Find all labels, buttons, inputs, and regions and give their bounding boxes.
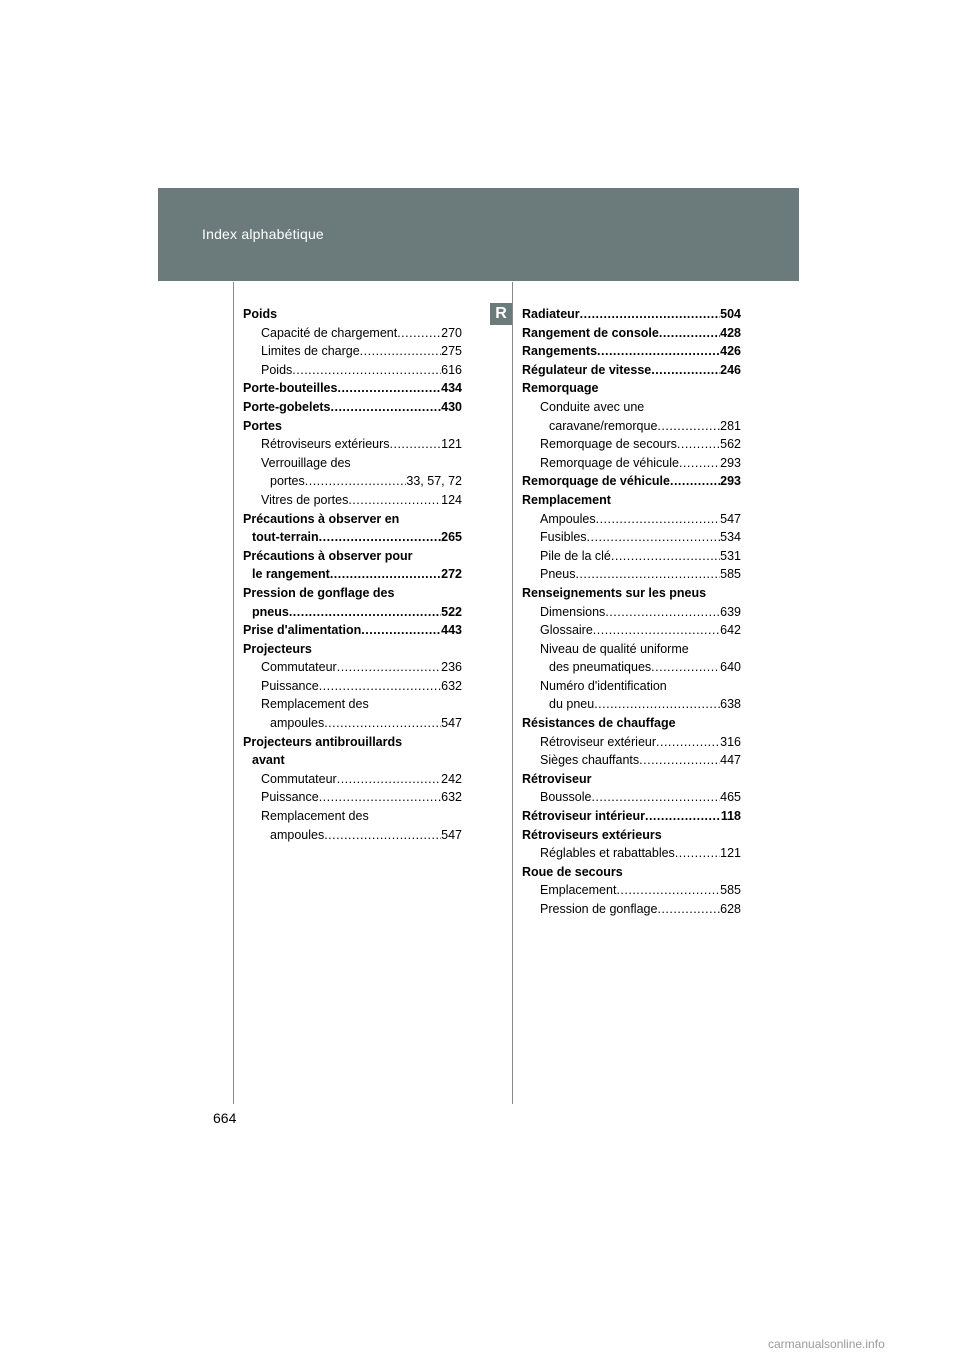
index-entry-text: Précautions à observer en bbox=[243, 511, 400, 526]
index-entry-text: Poids bbox=[261, 362, 293, 377]
index-entry-text: ampoules bbox=[270, 827, 325, 842]
index-column-left bbox=[243, 305, 462, 844]
dot-leader bbox=[337, 379, 441, 398]
column-divider-left bbox=[233, 282, 234, 1104]
index-entry-page: 236 bbox=[441, 660, 462, 675]
index-entry-text: Rétroviseurs extérieurs bbox=[522, 827, 662, 842]
watermark: carmanualsonline.info bbox=[768, 1337, 885, 1351]
index-entry-text: Conduite avec une bbox=[540, 399, 645, 414]
index-entry-page: 522 bbox=[441, 604, 462, 619]
index-entry bbox=[243, 361, 462, 380]
index-entry bbox=[522, 621, 741, 640]
index-entry-text: Niveau de qualité uniforme bbox=[540, 641, 689, 656]
dot-leader bbox=[670, 472, 720, 491]
dot-leader bbox=[361, 621, 441, 640]
index-entry-page: 534 bbox=[720, 530, 741, 545]
index-entry-text: Rangements bbox=[522, 344, 598, 359]
index-entry bbox=[243, 491, 462, 510]
index-entry-page: 124 bbox=[441, 492, 462, 507]
index-entry-page: 447 bbox=[720, 753, 741, 768]
dot-leader bbox=[639, 751, 720, 770]
index-entry-text: Vitres de portes bbox=[261, 492, 349, 507]
index-entry bbox=[243, 342, 462, 361]
index-entry-text: Commutateur bbox=[261, 660, 337, 675]
index-entry-text: Remorquage de véhicule bbox=[540, 455, 679, 470]
section-letter-tab: R bbox=[490, 303, 512, 325]
index-entry bbox=[243, 379, 462, 398]
dot-leader bbox=[305, 472, 407, 491]
index-entry-page: 531 bbox=[720, 548, 741, 563]
dot-leader bbox=[292, 361, 441, 380]
dot-leader bbox=[659, 324, 720, 343]
dot-leader bbox=[597, 342, 720, 361]
dot-leader bbox=[591, 788, 720, 807]
index-entry bbox=[243, 733, 462, 752]
index-entry-page: 642 bbox=[720, 623, 741, 638]
index-entry-page: 585 bbox=[720, 883, 741, 898]
index-entry-page: 275 bbox=[441, 344, 462, 359]
dot-leader bbox=[289, 603, 441, 622]
index-entry bbox=[522, 361, 741, 380]
index-entry-text: Poids bbox=[243, 307, 278, 321]
index-entry bbox=[243, 398, 462, 417]
index-entry-text: Puissance bbox=[261, 678, 319, 693]
index-entry bbox=[522, 584, 741, 603]
dot-leader bbox=[580, 305, 720, 324]
index-entry-page: 585 bbox=[720, 567, 741, 582]
index-entry-text: Ampoules bbox=[540, 511, 596, 526]
index-entry-text: Emplacement bbox=[540, 883, 617, 898]
index-entry bbox=[522, 658, 741, 677]
index-entry bbox=[522, 435, 741, 454]
index-entry-text: Puissance bbox=[261, 790, 319, 805]
index-entry-text: Résistances de chauffage bbox=[522, 716, 676, 731]
index-entry-page: 434 bbox=[441, 381, 462, 396]
index-entry-text: Réglables et rabattables bbox=[540, 846, 675, 861]
index-entry bbox=[522, 417, 741, 436]
index-entry bbox=[522, 788, 741, 807]
index-entry-text: pneus bbox=[252, 604, 289, 619]
dot-leader bbox=[397, 324, 441, 343]
index-entry bbox=[522, 305, 741, 324]
dot-leader bbox=[594, 695, 720, 714]
index-entry bbox=[522, 826, 741, 845]
dot-leader bbox=[596, 510, 721, 529]
index-entry-text: Régulateur de vitesse bbox=[522, 362, 652, 377]
index-entry bbox=[522, 398, 741, 417]
dot-leader bbox=[319, 677, 441, 696]
index-entry-text: Fusibles bbox=[540, 530, 587, 545]
index-entry bbox=[243, 658, 462, 677]
index-entry bbox=[522, 695, 741, 714]
dot-leader bbox=[657, 417, 720, 436]
header-title: Index alphabétique bbox=[202, 226, 324, 242]
column-divider-middle bbox=[512, 282, 513, 1104]
dot-leader bbox=[324, 714, 441, 733]
index-entry bbox=[243, 770, 462, 789]
index-entry bbox=[243, 454, 462, 473]
index-entry-text: des pneumatiques bbox=[549, 660, 652, 675]
index-entry-page: 616 bbox=[441, 362, 462, 377]
dot-leader bbox=[390, 435, 442, 454]
index-entry-page: 293 bbox=[720, 455, 741, 470]
page-number: 664 bbox=[213, 1110, 237, 1126]
index-entry bbox=[522, 565, 741, 584]
index-entry-text: Porte-gobelets bbox=[243, 399, 331, 414]
index-entry-page: 118 bbox=[720, 809, 741, 824]
page-header bbox=[158, 188, 799, 281]
index-entry-text: Boussole bbox=[540, 790, 592, 805]
index-entry bbox=[522, 454, 741, 473]
index-entry-page: 547 bbox=[441, 716, 462, 731]
index-entry bbox=[243, 305, 462, 324]
dot-leader bbox=[656, 733, 720, 752]
index-entry-page: 562 bbox=[720, 437, 741, 452]
index-entry-page: 121 bbox=[720, 846, 741, 861]
index-entry-text: Remplacement des bbox=[261, 809, 369, 824]
index-entry-page: 270 bbox=[441, 325, 462, 340]
index-entry-text: Remplacement bbox=[522, 492, 611, 507]
index-entry-text: Capacité de chargement bbox=[261, 325, 398, 340]
dot-leader bbox=[679, 454, 720, 473]
dot-leader bbox=[319, 528, 441, 547]
index-entry bbox=[243, 584, 462, 603]
index-entry-text: le rangement bbox=[252, 567, 330, 582]
index-entry bbox=[243, 435, 462, 454]
index-entry-text: Sièges chauffants bbox=[540, 753, 640, 768]
dot-leader bbox=[319, 788, 441, 807]
index-entry-page: 547 bbox=[441, 827, 462, 842]
index-entry bbox=[522, 807, 741, 826]
index-entry bbox=[243, 640, 462, 659]
index-entry-text: Précautions à observer pour bbox=[243, 548, 413, 563]
index-entry bbox=[522, 342, 741, 361]
index-entry-text: Renseignements sur les pneus bbox=[522, 585, 707, 600]
index-entry bbox=[243, 677, 462, 696]
index-entry-page: 242 bbox=[441, 771, 462, 786]
index-entry bbox=[522, 547, 741, 566]
index-entry-page: 639 bbox=[720, 604, 741, 619]
index-entry-page: 33, 57, 72 bbox=[406, 474, 462, 489]
index-entry-page: 632 bbox=[441, 678, 462, 693]
index-entry bbox=[522, 733, 741, 752]
index-entry-text: tout-terrain bbox=[252, 530, 319, 545]
dot-leader bbox=[330, 565, 441, 584]
index-entry-text: Dimensions bbox=[540, 604, 606, 619]
index-entry bbox=[243, 528, 462, 547]
dot-leader bbox=[593, 621, 720, 640]
index-entry-text: Projecteurs antibrouillards bbox=[243, 734, 403, 749]
index-entry-text: Rétroviseur intérieur bbox=[522, 809, 645, 824]
index-entry-text: Portes bbox=[243, 418, 282, 433]
index-entry bbox=[243, 472, 462, 491]
index-entry-text: Pneus bbox=[540, 567, 576, 582]
index-entry bbox=[522, 751, 741, 770]
dot-leader bbox=[331, 398, 442, 417]
index-entry-page: 281 bbox=[720, 418, 741, 433]
index-entry-text: Numéro d'identification bbox=[540, 678, 667, 693]
index-entry-text: Pression de gonflage bbox=[540, 902, 658, 916]
dot-leader bbox=[611, 547, 720, 566]
dot-leader bbox=[651, 658, 720, 677]
index-entry-text: Radiateur bbox=[522, 307, 580, 321]
dot-leader bbox=[677, 435, 720, 454]
dot-leader bbox=[575, 565, 720, 584]
index-entry-text: Projecteurs bbox=[243, 641, 312, 656]
dot-leader bbox=[645, 807, 721, 826]
index-entry-text: caravane/remorque bbox=[549, 418, 658, 433]
index-entry-text: Verrouillage des bbox=[261, 455, 351, 470]
index-entry-text: Rétroviseurs extérieurs bbox=[261, 437, 390, 452]
index-entry bbox=[243, 510, 462, 529]
index-entry-text: Prise d'alimentation bbox=[243, 623, 362, 638]
dot-leader bbox=[587, 528, 721, 547]
index-entry-page: 316 bbox=[720, 734, 741, 749]
index-entry-page: 632 bbox=[441, 790, 462, 805]
index-entry bbox=[243, 603, 462, 622]
index-entry bbox=[522, 714, 741, 733]
index-entry-text: Limites de charge bbox=[261, 344, 360, 359]
index-entry-page: 272 bbox=[441, 567, 462, 582]
index-entry bbox=[522, 863, 741, 882]
index-entry bbox=[522, 770, 741, 789]
index-entry-page: 638 bbox=[720, 697, 741, 712]
index-entry bbox=[243, 417, 462, 436]
index-entry bbox=[522, 881, 741, 900]
index-entry bbox=[243, 826, 462, 845]
index-entry-text: Rétroviseur bbox=[522, 771, 592, 786]
index-column-right bbox=[522, 305, 741, 919]
index-entry-page: 443 bbox=[441, 623, 462, 638]
index-entry-text: Rangement de console bbox=[522, 325, 659, 340]
index-entry bbox=[243, 547, 462, 566]
index-entry bbox=[243, 324, 462, 343]
index-entry bbox=[243, 788, 462, 807]
index-entry bbox=[243, 565, 462, 584]
index-entry bbox=[522, 472, 741, 491]
dot-leader bbox=[657, 900, 720, 919]
index-entry-text: avant bbox=[252, 753, 285, 768]
dot-leader bbox=[337, 770, 441, 789]
dot-leader bbox=[616, 881, 720, 900]
index-entry-text: Remplacement des bbox=[261, 697, 369, 712]
index-entry-page: 293 bbox=[720, 474, 741, 489]
index-entry-text: ampoules bbox=[270, 716, 325, 731]
index-entry bbox=[522, 640, 741, 659]
index-entry bbox=[243, 714, 462, 733]
index-entry bbox=[522, 677, 741, 696]
dot-leader bbox=[360, 342, 441, 361]
index-entry bbox=[522, 844, 741, 863]
index-entry bbox=[522, 379, 741, 398]
dot-leader bbox=[337, 658, 441, 677]
index-entry bbox=[522, 603, 741, 622]
index-entry bbox=[243, 695, 462, 714]
index-entry-text: Rétroviseur extérieur bbox=[540, 734, 657, 749]
dot-leader bbox=[348, 491, 441, 510]
index-entry-text: Glossaire bbox=[540, 623, 593, 638]
index-entry-page: 265 bbox=[441, 530, 462, 545]
dot-leader bbox=[605, 603, 720, 622]
index-entry-text: Remorquage bbox=[522, 381, 599, 396]
dot-leader bbox=[675, 844, 720, 863]
index-entry-text: Roue de secours bbox=[522, 864, 623, 879]
index-entry bbox=[522, 491, 741, 510]
index-entry-page: 628 bbox=[720, 902, 741, 916]
index-entry-text: du pneu bbox=[549, 697, 595, 712]
index-entry-text: Remorquage de secours bbox=[540, 437, 677, 452]
index-entry bbox=[243, 807, 462, 826]
index-entry-text: Pression de gonflage des bbox=[243, 585, 395, 600]
index-entry bbox=[522, 510, 741, 529]
index-entry-page: 121 bbox=[441, 437, 462, 452]
index-entry bbox=[522, 324, 741, 343]
index-entry bbox=[243, 621, 462, 640]
index-entry-page: 426 bbox=[720, 344, 741, 359]
index-entry-text: Remorquage de véhicule bbox=[522, 474, 670, 489]
index-entry bbox=[522, 900, 741, 919]
index-entry-text: Pile de la clé bbox=[540, 548, 611, 563]
index-entry bbox=[522, 528, 741, 547]
index-entry-page: 428 bbox=[720, 325, 741, 340]
index-entry-page: 430 bbox=[441, 399, 462, 414]
index-entry-page: 640 bbox=[720, 660, 741, 675]
index-entry-text: portes bbox=[270, 474, 305, 489]
index-entry bbox=[243, 751, 462, 770]
index-entry-page: 465 bbox=[720, 790, 741, 805]
index-entry-page: 504 bbox=[720, 307, 741, 321]
index-entry-text: Commutateur bbox=[261, 771, 337, 786]
dot-leader bbox=[324, 826, 441, 845]
index-entry-text: Porte-bouteilles bbox=[243, 381, 338, 396]
index-entry-page: 547 bbox=[720, 511, 741, 526]
dot-leader bbox=[651, 361, 720, 380]
index-entry-page: 246 bbox=[720, 362, 741, 377]
